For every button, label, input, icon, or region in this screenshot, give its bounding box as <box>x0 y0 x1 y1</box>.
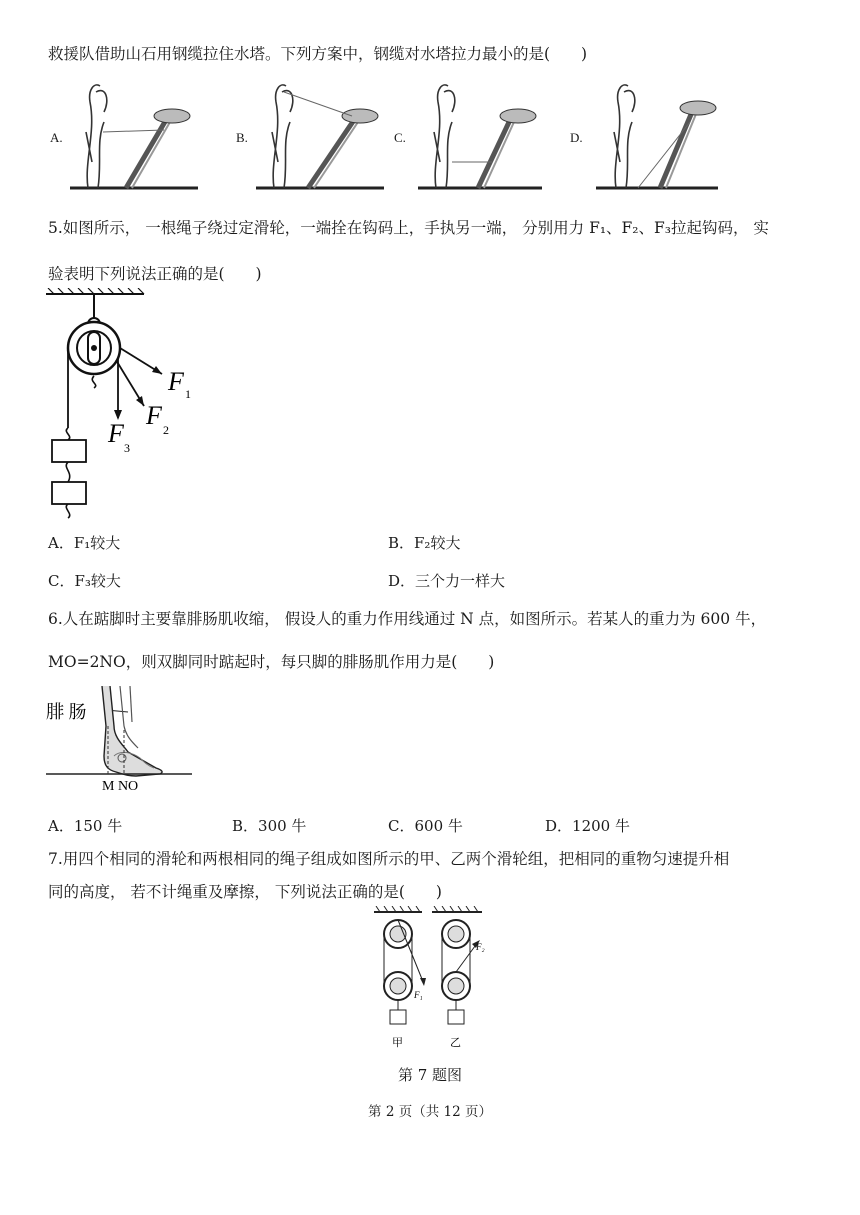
q6-foot-figure <box>44 686 194 800</box>
q7-stem-line2: 同的高度， 若不计绳重及摩擦， 下列说法正确的是( ) <box>48 883 442 901</box>
q7-stem-line1: 7.用四个相同的滑轮和两根相同的绳子组成如图所示的甲、乙两个滑轮组，把相同的重物匀速提升相 <box>48 850 730 868</box>
q7-pulley-block-figure <box>370 906 492 1058</box>
f3-label: F <box>108 419 124 448</box>
muscle-label: 腓 肠 <box>46 702 87 722</box>
water-tower-diagram-c <box>392 72 552 194</box>
q4-option-a-figure <box>48 72 208 198</box>
q4-option-b-figure <box>234 72 394 198</box>
foot-diagram <box>44 686 194 796</box>
q4-stem: 救援队借助山石用钢缆拉住水塔。下列方案中，钢缆对水塔拉力最小的是( ) <box>48 45 588 63</box>
q5-pulley-figure <box>44 288 204 524</box>
q5-stem-line1: 5.如图所示， 一根绳子绕过定滑轮，一端拴在钩码上，手执另一端， 分别用力 F₁、F₂、F₃拉起钩码， 实 <box>48 219 769 237</box>
page-footer: 第 2 页（共 12 页） <box>368 1104 492 1120</box>
q6-option-c: C．600 牛 <box>388 817 463 835</box>
q7-figure-caption: 第 7 题图 <box>397 1066 463 1084</box>
water-tower-diagram-d <box>568 72 728 194</box>
q7-f2-label: F₂ <box>476 942 485 952</box>
water-tower-diagram-a <box>48 72 208 194</box>
q4-option-a-label: A. <box>50 130 63 145</box>
q6-option-a: A．150 牛 <box>48 817 123 835</box>
q5-option-a: A．F₁较大 <box>48 534 121 552</box>
f1-subscript: 1 <box>185 387 191 401</box>
q5-option-b: B．F₂较大 <box>388 534 461 552</box>
q6-stem-line1: 6.人在踮脚时主要靠腓肠肌收缩， 假设人的重力作用线通过 N 点，如图所示。若某人的重力为 600 牛， <box>48 610 767 628</box>
q7-left-label: 甲 <box>392 1037 403 1049</box>
water-tower-diagram-b <box>234 72 394 194</box>
q4-option-d-figure <box>568 72 728 198</box>
q6-option-b: B．300 牛 <box>232 817 307 835</box>
f2-subscript: 2 <box>163 423 169 437</box>
q7-right-label: 乙 <box>450 1037 461 1049</box>
q5-option-d: D．三个力一样大 <box>388 572 506 590</box>
pulley-block-diagram <box>370 906 492 1054</box>
q5-option-c: C．F₃较大 <box>48 572 121 590</box>
q5-stem-line2: 验表明下列说法正确的是( ) <box>48 265 262 283</box>
fixed-pulley-diagram <box>44 288 204 520</box>
q4-option-d-label: D. <box>570 130 583 145</box>
q7-f1-label: F₁ <box>414 990 423 1000</box>
q6-stem-line2: MO=2NO，则双脚同时踮起时，每只脚的腓肠肌作用力是( ) <box>48 653 495 671</box>
f3-subscript: 3 <box>124 441 130 455</box>
f2-label: F <box>146 401 162 430</box>
points-label: M NO <box>102 779 139 794</box>
q4-option-c-figure <box>392 72 552 198</box>
q4-option-c-label: C. <box>394 130 406 145</box>
f1-label: F <box>168 367 184 396</box>
q6-option-d: D．1200 牛 <box>545 817 630 835</box>
q4-option-b-label: B. <box>236 130 248 145</box>
